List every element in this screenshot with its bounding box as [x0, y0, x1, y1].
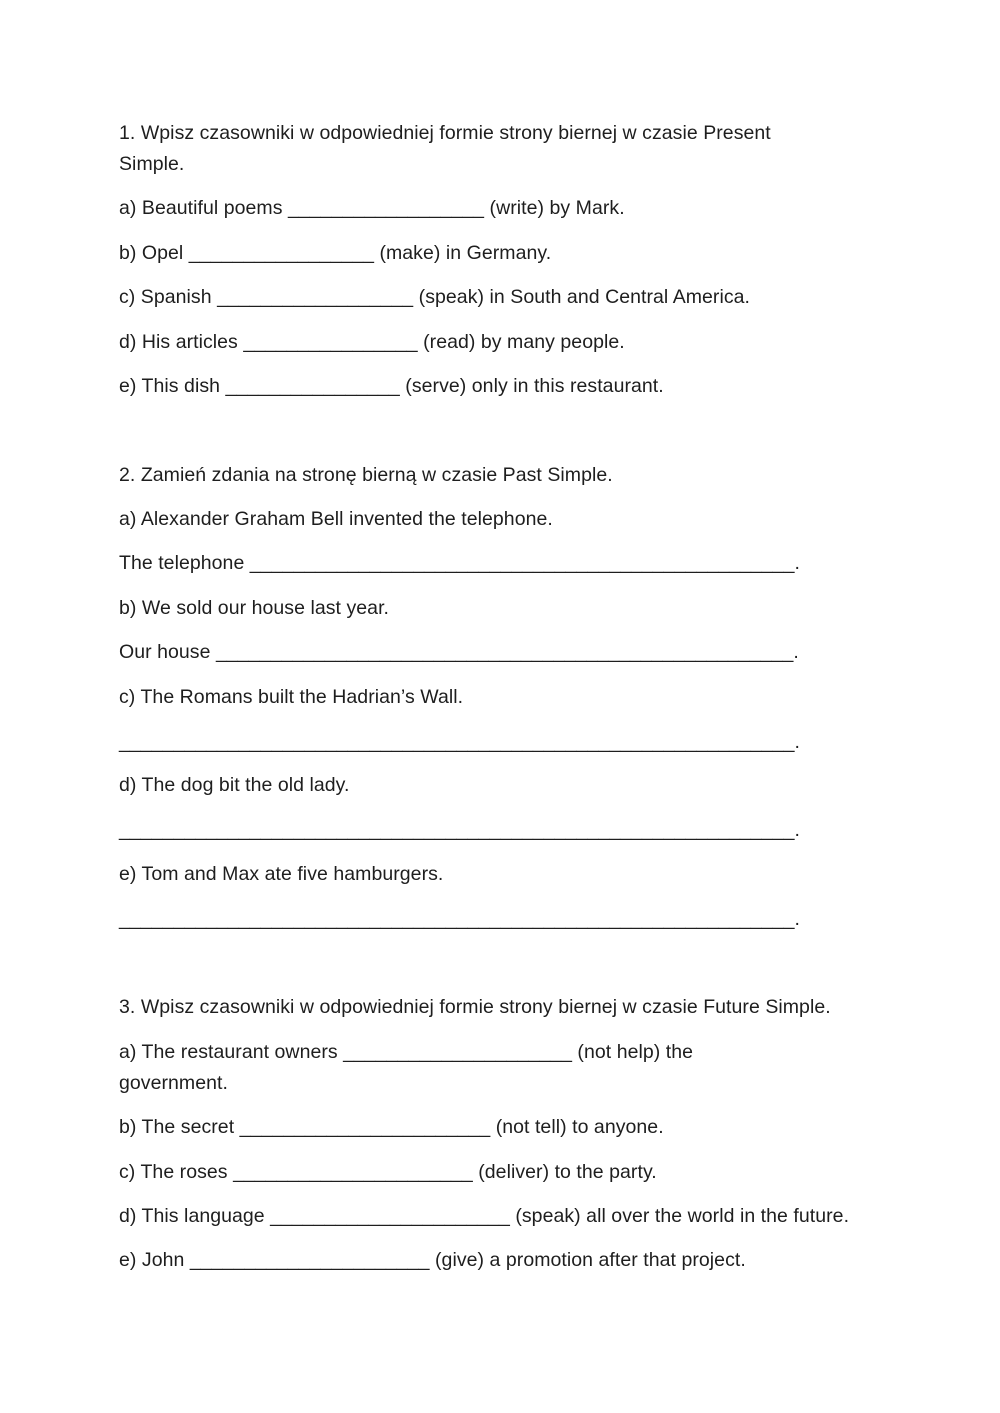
- section3-item-b: b) The secret _______________________ (not tell) to anyone.: [119, 1116, 664, 1138]
- section2-item-c-sentence: c) The Romans built the Hadrian’s Wall.: [119, 686, 464, 708]
- section2-item-d-sentence: d) The dog bit the old lady.: [119, 774, 350, 796]
- section3-item-a-line1: a) The restaurant owners _____________________ (not help) the: [119, 1041, 694, 1063]
- section2-item-e-sentence: e) Tom and Max ate five hamburgers.: [119, 863, 444, 885]
- section2-item-b-answer: Our house _____________________________________________________.: [119, 641, 799, 663]
- section1-item-b: b) Opel _________________ (make) in Germany.: [119, 242, 552, 264]
- section3-item-d: d) This language ______________________ (speak) all over the world in the future.: [119, 1205, 850, 1227]
- section3-heading: 3. Wpisz czasowniki w odpowiedniej formie strony biernej w czasie Future Simple.: [119, 996, 831, 1018]
- section2-item-e-answer: ______________________________________________________________.: [119, 908, 800, 930]
- section1-item-e: e) This dish ________________ (serve) only in this restaurant.: [119, 375, 664, 397]
- section1-heading-line2: Simple.: [119, 153, 185, 175]
- section2-item-a-sentence: a) Alexander Graham Bell invented the telephone.: [119, 508, 553, 530]
- section3-item-c: c) The roses ______________________ (deliver) to the party.: [119, 1161, 657, 1183]
- section3-item-a-line2: government.: [119, 1072, 228, 1094]
- section1-item-a: a) Beautiful poems __________________ (write) by Mark.: [119, 197, 625, 219]
- section2-item-c-answer: ______________________________________________________________.: [119, 731, 800, 753]
- section3-item-e: e) John ______________________ (give) a promotion after that project.: [119, 1249, 746, 1271]
- section2-heading: 2. Zamień zdania na stronę bierną w czasie Past Simple.: [119, 464, 613, 486]
- section2-item-b-sentence: b) We sold our house last year.: [119, 597, 389, 619]
- section2-item-a-answer: The telephone __________________________________________________.: [119, 552, 801, 574]
- section1-item-c: c) Spanish __________________ (speak) in South and Central America.: [119, 286, 751, 308]
- section1-item-d: d) His articles ________________ (read) by many people.: [119, 331, 625, 353]
- section1-heading-line1: 1. Wpisz czasowniki w odpowiedniej formie strony biernej w czasie Present: [119, 122, 771, 144]
- section2-item-d-answer: ______________________________________________________________.: [119, 819, 800, 841]
